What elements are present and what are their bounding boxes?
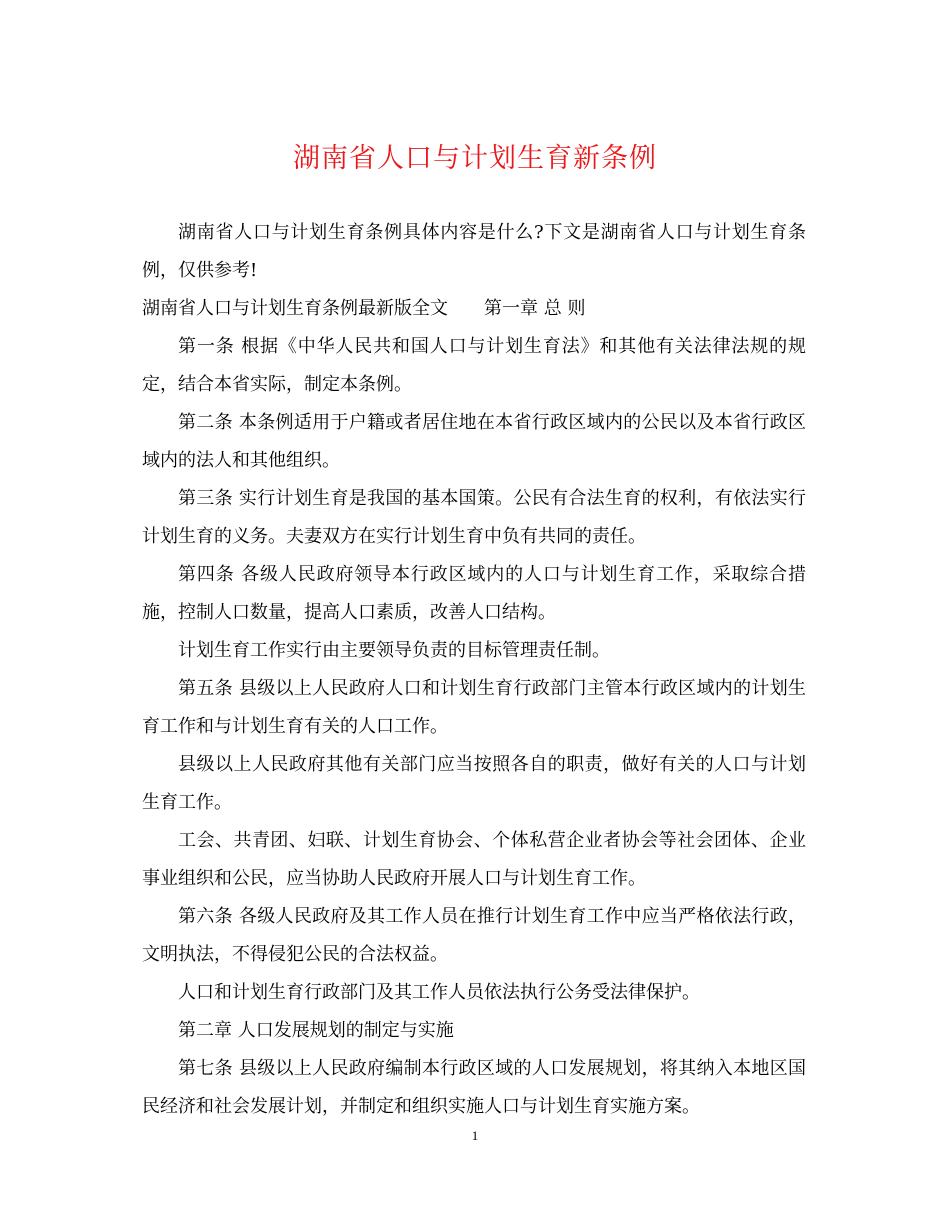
paragraph: 湖南省人口与计划生育条例具体内容是什么?下文是湖南省人口与计划生育条例，仅供参考! — [142, 222, 806, 281]
paragraph: 第七条 县级以上人民政府编制本行政区域的人口发展规划，将其纳入本地区国民经济和社会发展计划，并制定和组织实施人口与计划生育实施方案。 — [142, 1058, 806, 1117]
chapter-heading: 第一章 总 则 — [484, 298, 586, 319]
paragraph: 第四条 各级人民政府领导本行政区域内的人口与计划生育工作，采取综合措施，控制人口数量，提高人口素质，改善人口结构。 — [142, 564, 806, 623]
document-title: 湖南省人口与计划生育新条例 — [293, 143, 657, 174]
paragraph: 计划生育工作实行由主要领导负责的目标管理责任制。 — [178, 640, 610, 661]
paragraph: 第二条 本条例适用于户籍或者居住地在本省行政区域内的公民以及本省行政区域内的法人和其他组织。 — [142, 412, 806, 471]
paragraph-text: 湖南省人口与计划生育条例最新版全文 — [142, 298, 448, 319]
chapter-heading: 第二章 人口发展规划的制定与实施 — [178, 1020, 454, 1041]
paragraph — [142, 290, 806, 328]
page-number: 1 — [471, 1128, 479, 1143]
document-body — [142, 214, 806, 1126]
paragraph: 工会、共青团、妇联、计划生育协会、个体私营企业者协会等社会团体、企业事业组织和公民，应当协助人民政府开展人口与计划生育工作。 — [142, 830, 806, 889]
paragraph: 县级以上人民政府其他有关部门应当按照各自的职责，做好有关的人口与计划生育工作。 — [142, 754, 806, 813]
paragraph: 第六条 各级人民政府及其工作人员在推行计划生育工作中应当严格依法行政，文明执法，不得侵犯公民的合法权益。 — [142, 906, 806, 965]
paragraph: 第三条 实行计划生育是我国的基本国策。公民有合法生育的权利，有依法实行计划生育的义务。夫妻双方在实行计划生育中负有共同的责任。 — [142, 488, 806, 547]
paragraph: 第一条 根据《中华人民共和国人口与计划生育法》和其他有关法律法规的规定，结合本省实际，制定本条例。 — [142, 336, 806, 395]
paragraph: 人口和计划生育行政部门及其工作人员依法执行公务受法律保护。 — [178, 982, 700, 1003]
paragraph: 第五条 县级以上人民政府人口和计划生育行政部门主管本行政区域内的计划生育工作和与计划生育有关的人口工作。 — [142, 678, 806, 737]
